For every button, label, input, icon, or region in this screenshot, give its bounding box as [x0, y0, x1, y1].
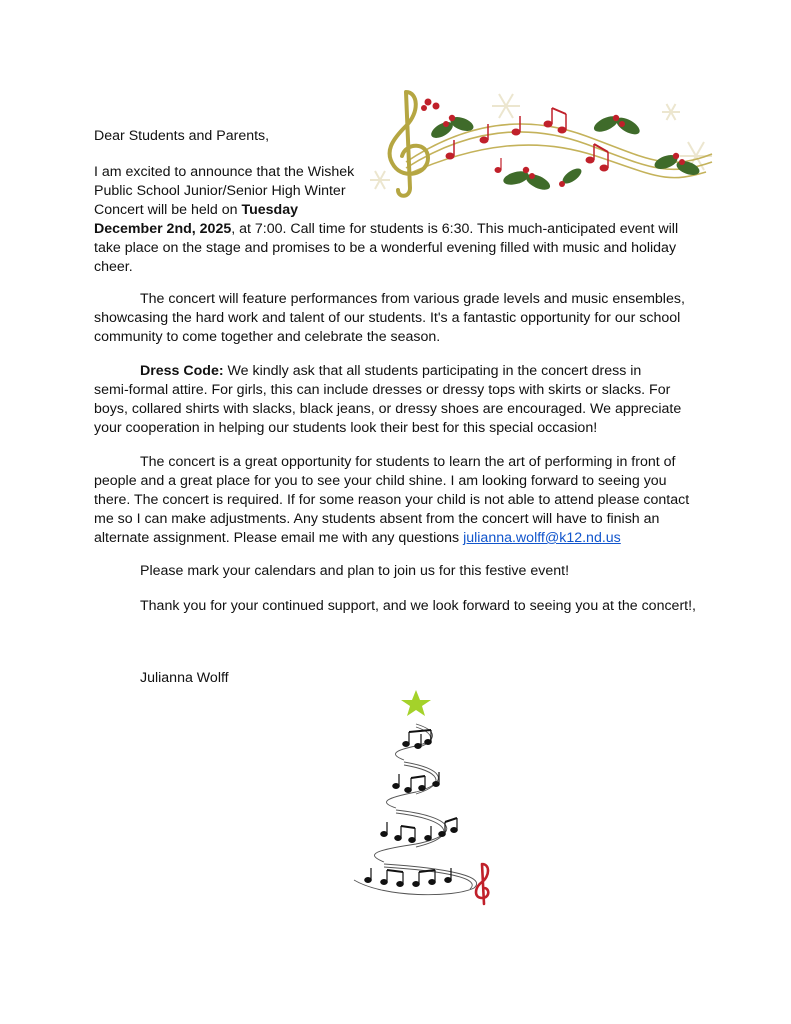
signature: Julianna Wolff: [140, 670, 229, 686]
paragraph-line: people and a great place for you to see your child shine. I am looking forward to seeing you: [94, 473, 667, 489]
calendar-paragraph: [94, 562, 704, 581]
paragraph-line: community to come together and celebrate the season.: [94, 329, 441, 345]
intro-line: [94, 201, 699, 220]
concert-date: December 2nd, 2025: [94, 221, 232, 237]
intro-line: I am excited to announce that the Wishek: [94, 164, 355, 180]
spiral-staff: [354, 724, 477, 895]
paragraph-line: your cooperation in helping our students look their best for this special occasion!: [94, 420, 598, 436]
intro-text: , at 7:00. Call time for students is 6:30. This much-anticipated event will: [231, 221, 679, 237]
intro-paragraph: [94, 163, 699, 277]
paragraph-line: [94, 529, 704, 548]
performances-paragraph: [94, 290, 704, 347]
music-notes-icon: [365, 730, 457, 886]
greeting: Dear Students and Parents,: [94, 128, 270, 144]
paragraph-line: The concert will feature performances from various grade levels and music ensembles,: [140, 291, 685, 307]
paragraph-line: Thank you for your continued support, and we look forward to seeing you at the concert!,: [140, 598, 697, 614]
intro-line: Public School Junior/Senior High Winter: [94, 183, 346, 199]
dress-code-text: We kindly ask that all students participating in the concert dress in: [223, 363, 642, 379]
paragraph-line: there. The concert is required. If for some reason your child is not able to attend please contact: [94, 492, 690, 508]
intro-line: take place on the stage and promises to be a wonderful evening filled with music and holiday: [94, 240, 677, 256]
paragraph-line: me so I can make adjustments. Any students absent from the concert will have to finish an: [94, 511, 660, 527]
intro-text: Concert will be held on: [94, 202, 242, 218]
paragraph-line: [94, 362, 704, 381]
dress-code-paragraph: [94, 362, 704, 438]
treble-clef-icon: [476, 864, 488, 904]
email-link[interactable]: julianna.wolff@k12.nd.us: [463, 530, 621, 546]
paragraph-text: alternate assignment. Please email me with any questions: [94, 530, 464, 546]
dress-code-label: Dress Code:: [140, 363, 224, 379]
paragraph-line: semi-formal attire. For girls, this can include dresses or dressy tops with skirts or slacks. For: [94, 382, 671, 398]
intro-line: cheer.: [94, 259, 133, 275]
paragraph-line: showcasing the hard work and talent of our students. It's a fantastic opportunity for our school: [94, 310, 681, 326]
paragraph-line: The concert is a great opportunity for students to learn the art of performing in front of: [140, 454, 676, 470]
requirements-paragraph: [94, 453, 704, 548]
thank-you-paragraph: [94, 597, 704, 616]
paragraph-line: boys, collared shirts with slacks, black jeans, or dressy shoes are encouraged. We appreciate: [94, 401, 682, 417]
star-icon: [401, 690, 431, 716]
intro-line: [94, 220, 699, 239]
music-tree-illustration: [344, 684, 494, 906]
paragraph-line: Please mark your calendars and plan to join us for this festive event!: [140, 563, 570, 579]
concert-day: Tuesday: [241, 202, 298, 218]
